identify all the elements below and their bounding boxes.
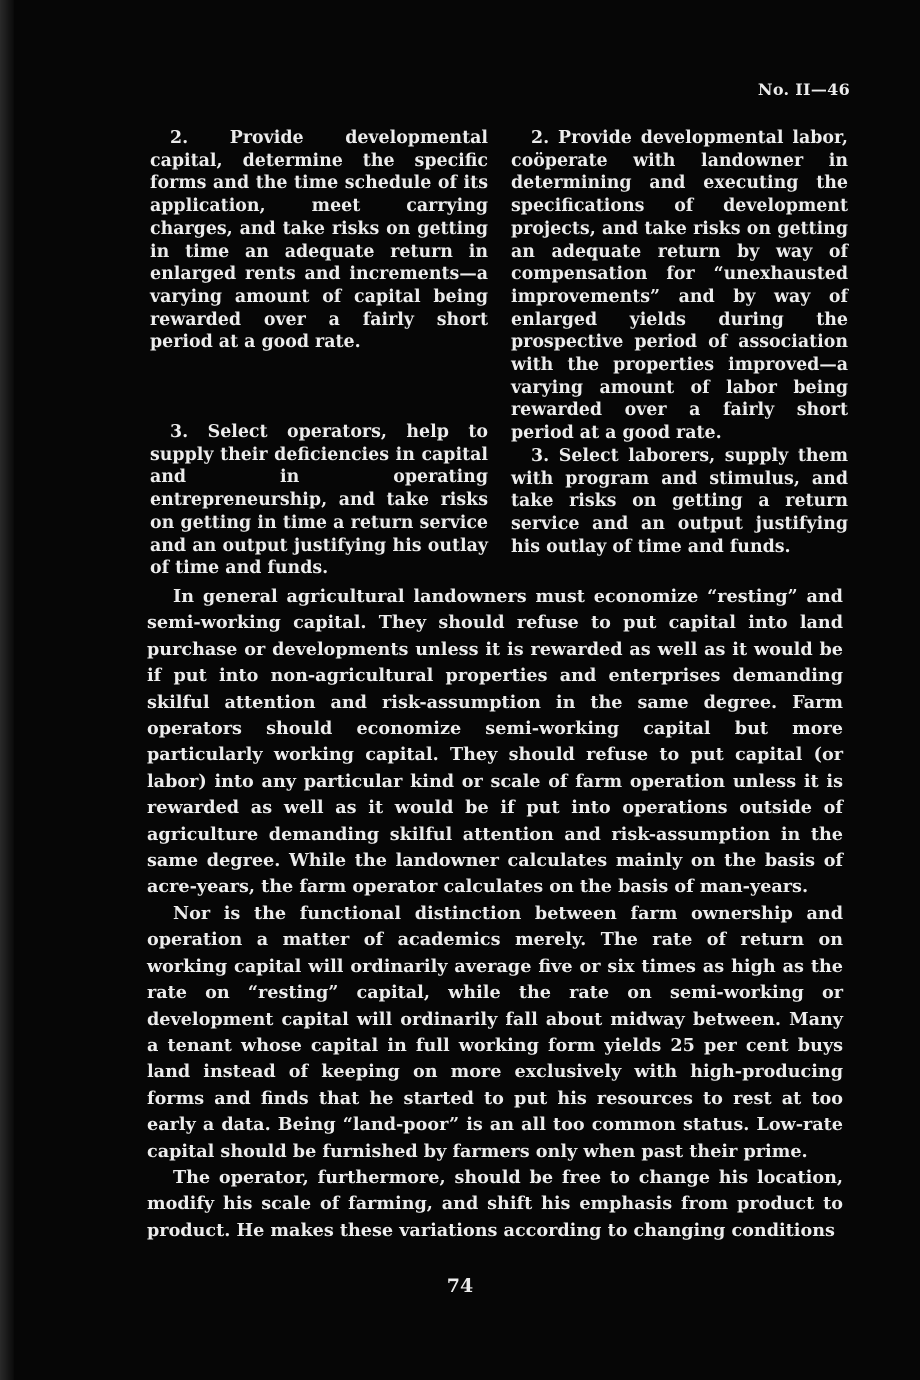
landowner-duties-column (150, 127, 488, 580)
body-text (147, 584, 843, 1244)
page-number: 74 (446, 1275, 474, 1297)
paragraph: The operator, furthermore, should be free to change his location, modify his scale of farming, and shift his emphasis from product to product. He makes these variations according to changing conditions (147, 1166, 843, 1241)
operator-item-3: 3. Select laborers, supply them with program and stimulus, and take risks on getting a return service and an output justifying his outlay of time and funds. (511, 445, 848, 557)
scan-edge (0, 0, 14, 1380)
landowner-item-2: 2. Provide developmental capital, determine the specific forms and the time schedule of its application, meet carrying charges, and take risks on getting in time an adequate return in enlarged rents and increments—a varying amount of capital being rewarded over a fairly short period at a good rate. (150, 128, 488, 353)
paragraph: Nor is the functional distinction between farm ownership and operation a matter of academics merely. The rate of return on working capital will ordinarily average five or six times as high as the rate on “resting” capital, while the rate on semi-working or development capital will ordinarily fall about midway between. Many a tenant whose capital in full working form yields 25 per cent buys land instead of keeping on more exclusively with high-producing forms and finds that he started to put his resources to rest at too early a data. Being “land-poor” is an all too common status. Low-rate capital should be furnished by farmers only when past their prime. (147, 902, 843, 1162)
operator-item-2: 2. Provide developmental labor, coöperate with landowner in determining and executing the specifications of development projects, and take risks on getting an adequate return by way of compensation for “unexhausted improvements” and by way of enlarged yields during the prospective period of association with the properties improved—a varying amount of labor being rewarded over a fairly short period at a good rate. (511, 128, 848, 444)
page-reference: No. II—46 (757, 80, 850, 99)
paragraph: In general agricultural landowners must economize “resting” and semi-working capital. They should refuse to put capital into land purchase or developments unless it is rewarded as well as it would be if put into non-agricultural properties and enterprises demanding skilful attention and risk-assumption in the same degree. Farm operators should economize semi-working capital but more particularly working capital. They should refuse to put capital (or labor) into any particular kind or scale of farm operation unless it is rewarded as well as it would be if put into operations outside of agriculture demanding skilful attention and risk-assumption in the same degree. While the landowner calculates mainly on the basis of acre-years, the farm operator calculates on the basis of man-years. (147, 586, 843, 898)
landowner-item-3: 3. Select operators, help to supply their deficiencies in capital and in operating entrepreneurship, and take risks on getting in time a return service and an output justifying his outlay of time and funds. (150, 422, 488, 579)
operator-duties-column (511, 127, 848, 558)
